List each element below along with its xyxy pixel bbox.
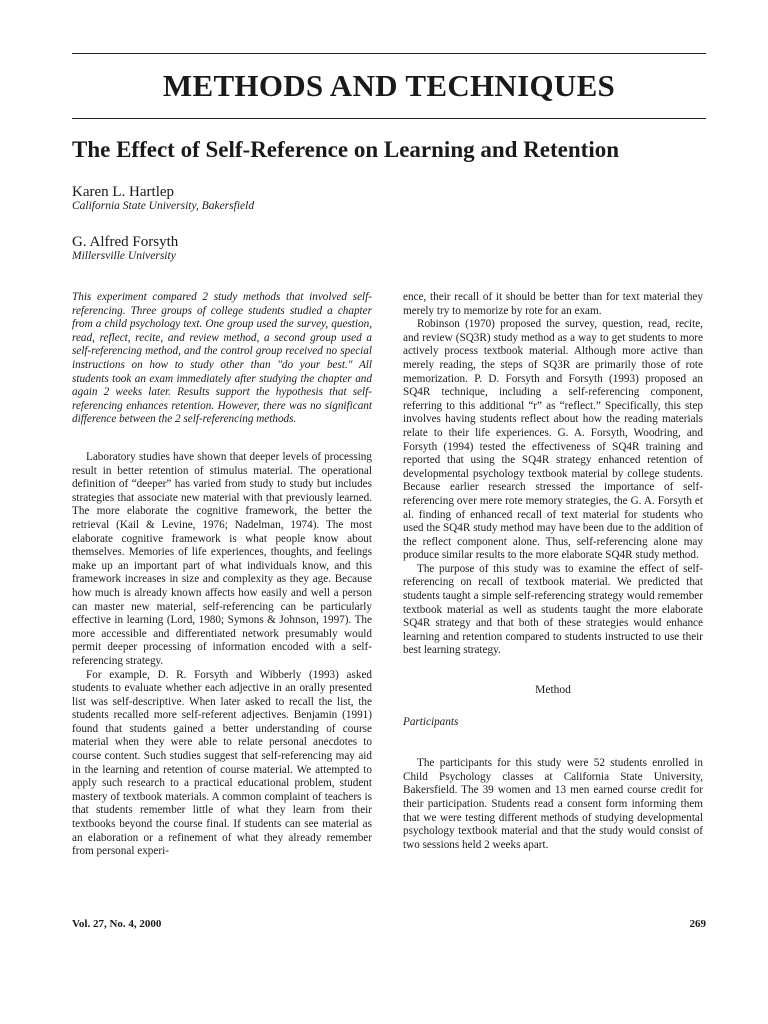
article-title: The Effect of Self-Reference on Learning and Retention xyxy=(72,137,620,162)
author-name: Karen L. Hartlep xyxy=(72,184,175,200)
abstract-text: This experiment compared 2 study methods that involved self-referencing. Three groups of college students studied a chapter from a child psychology text. One group used the survey, question, read, reflect, recite, and review method, a second group used a self-referencing method, and the control group received no special instructions on how to study other than "do your best." All students took an exam immediately after studying the chapter and again 2 weeks later. Results support the hypothesis that self-referencing enhances retention. However, there was no significant difference between the 2 self-referencing methods. xyxy=(72,291,372,426)
section-title: METHODS AND TECHNIQUES xyxy=(162,68,616,103)
page-number: 269 xyxy=(689,918,706,930)
author-affiliation: Millersville University xyxy=(72,250,176,262)
top-rule xyxy=(72,53,706,54)
body-paragraph: Laboratory studies have shown that deeper levels of processing result in better retention of stimulus material. The operational definition of “deeper” has varied from study to study but includes strategies that associate new material with that previously learned. The more elaborate the cognitive framework, the better the retrieval (Kail & Levine, 1976; Nadelman, 1974). The most elaborate cognitive framework is what people know about themselves. Memories of life experiences, thoughts, and feelings make up an important part of what individuals know, and this framework increases in size and complexity as they age. Because how much is already known affects how easily and well a person can master new material, self-referencing can be particularly effective in learning (Lord, 1980; Symons & Johnson, 1997). The more accessible and differentiated network presumably would permit deeper processing of information encoded with a self-referencing strategy. xyxy=(72,451,372,667)
method-heading: Method xyxy=(535,684,571,697)
title-rule xyxy=(72,118,706,119)
participants-heading: Participants xyxy=(403,715,459,728)
author-name: G. Alfred Forsyth xyxy=(72,234,179,250)
body-paragraph: Robinson (1970) proposed the survey, question, read, recite, and review (SQ3R) study method as a way to get students to more actively process textbook material. Although more active than merely reading, the steps of SQ3R are primarily those of rote memorization. P. D. Forsyth and Forsyth (1993) proposed an SQ4R technique, including a self-referencing component, referring to this additional “r” as “reflect.” Specifically, this step involves having students reflect about how the reading materials relate to their life experiences. G. A. Forsyth, Woodring, and Forsyth (1994) tested the effectiveness of SQ4R training and reported that using the SQ4R strategy enhanced retention of developmental psychology textbook material by college students. Because earlier research stressed the importance of self-referencing over mere rote memory strategies, the G. A. Forsyth et al. finding of enhanced recall of text material for students who used the SQ4R study method may have been due to the addition of the reflect component alone. Thus, self-referencing alone may produce similar results to the more elaborate SQ4R study method. xyxy=(403,318,703,562)
body-paragraph: The purpose of this study was to examine the effect of self-referencing on recall of textbook material. We predicted that students taught a simple self-referencing strategy would remember textbook material as well as students taught the more elaborate SQ4R strategy and that both of these strategies would enhance learning and retention compared to students instructed to use their best learning strategy. xyxy=(403,562,703,657)
right-column-body xyxy=(403,291,703,852)
body-paragraph: The participants for this study were 52 students enrolled in Child Psychology classes at California State University, Bakersfield. The 39 women and 13 men earned course credit for their participation. Students read a consent form informing them that we were testing different methods of studying developmental psychology textbook material and that the study would consist of two sessions held 2 weeks apart. xyxy=(403,757,703,851)
body-paragraph: For example, D. R. Forsyth and Wibberly (1993) asked students to evaluate whether each adjective in an orally presented list was self-descriptive. When later asked to recall the list, the students recalled more self-referent adjectives. Benjamin (1991) found that students gained a better understanding of course material when they were able to relate personal anecdotes to course content. Such studies suggest that self-referencing may aid in the learning and retention of course material. We attempted to apply such research to a practical educational problem, student mastery of textbook materials. A common complaint of teachers is that students remember little of what they learn from their textbooks beyond the course final. If students can see material as an elaboration or a refinement of what they already remember from personal experi- xyxy=(72,668,372,858)
author-affiliation: California State University, Bakersfield xyxy=(72,200,255,212)
left-column-body xyxy=(72,451,372,859)
journal-volume: Vol. 27, No. 4, 2000 xyxy=(72,918,162,930)
body-paragraph: ence, their recall of it should be better than for text material they merely try to memorize by rote for an exam. xyxy=(403,291,703,317)
abstract xyxy=(72,291,372,427)
